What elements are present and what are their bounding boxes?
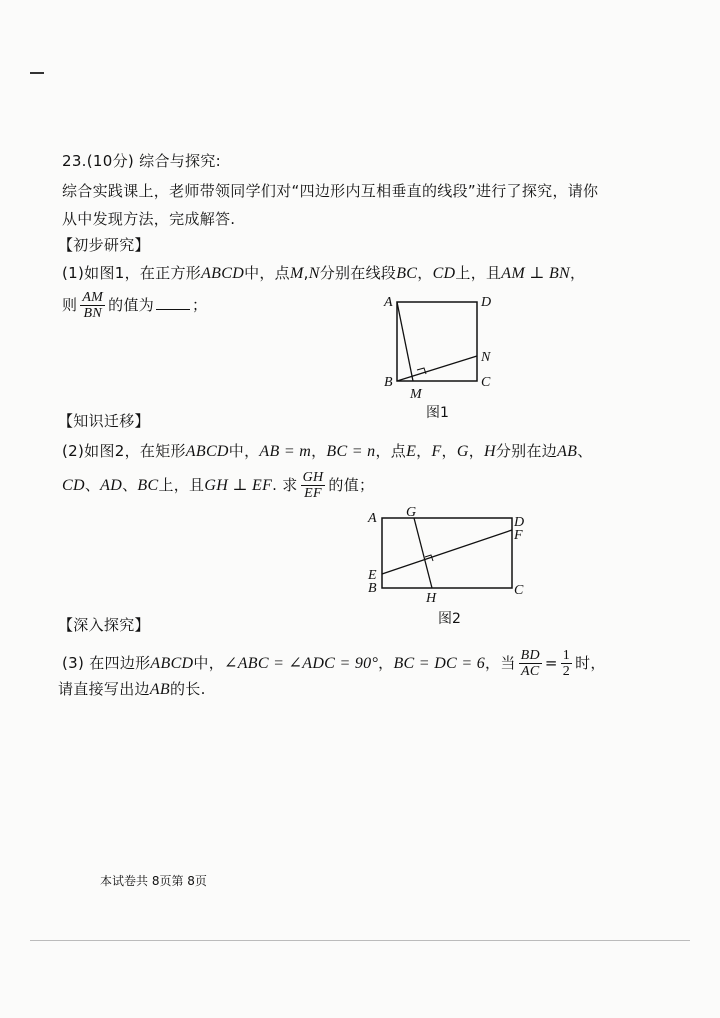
text: (3) 在四边形 (62, 654, 151, 672)
label-h: H (426, 591, 437, 606)
text: (1)如图1，在正方形 (62, 264, 202, 282)
figure-2-rectangle (362, 504, 542, 609)
text: ， (468, 442, 485, 460)
math: ABCD (201, 265, 245, 282)
label-g: G (406, 505, 417, 520)
math: ∠ABC = ∠ADC = 90° (224, 655, 379, 672)
label-n: N (481, 350, 491, 365)
fraction-numerator: GH (302, 470, 324, 485)
question-topic: 综合与探究: (139, 152, 221, 170)
label-m: M (410, 387, 422, 402)
figure-1-caption: 图1 (426, 405, 449, 421)
text: ，点 (375, 442, 407, 460)
math: F (431, 443, 442, 460)
label-b: B (368, 581, 377, 596)
math: BC = n (326, 443, 376, 460)
math: BC (396, 265, 418, 282)
fraction-denominator: AC (521, 664, 540, 679)
label-c: C (514, 583, 524, 598)
label-e: E (368, 568, 377, 583)
part2-line-1 (62, 440, 593, 461)
text: ； (192, 296, 208, 314)
math: M (289, 265, 304, 282)
part3-line-2 (58, 678, 206, 699)
math: AB (149, 681, 170, 698)
part1-line-2 (62, 290, 207, 321)
text: ， (378, 654, 394, 672)
text: 上，且 (455, 264, 502, 282)
text: , (303, 264, 309, 282)
fraction-denominator: 2 (562, 664, 571, 679)
section1-heading: 【初步研究】 (58, 236, 150, 254)
section3-heading: 【深入探究】 (58, 616, 150, 634)
segment-gh (414, 518, 432, 588)
part1-line-1 (62, 262, 585, 283)
text: ， (311, 442, 327, 460)
math: AB = m (259, 443, 312, 460)
question-header (62, 150, 221, 171)
question-number: 23. (62, 152, 87, 170)
text: (2)如图2，在矩形 (62, 442, 186, 460)
equals-sign: = (544, 654, 558, 672)
math: GH ⊥ EF (204, 477, 273, 494)
label-a: A (368, 511, 377, 526)
figure-1-square (370, 290, 510, 405)
math: BC (137, 477, 159, 494)
part2-line-2 (62, 470, 374, 501)
math: ABCD (150, 655, 194, 672)
label-d: D (481, 295, 492, 310)
math: E (406, 443, 417, 460)
label-b: B (384, 375, 393, 390)
page-bottom-rule (30, 940, 690, 941)
math: CD (62, 477, 85, 494)
math: G (456, 443, 469, 460)
text: ， (441, 442, 457, 460)
fraction-bd-ac (519, 648, 542, 679)
math: AM ⊥ BN (501, 265, 570, 282)
label-a: A (384, 295, 393, 310)
text: 中， (193, 654, 225, 672)
text: 请直接写出边 (58, 680, 150, 698)
math: H (484, 443, 496, 460)
fraction-one-half (561, 648, 572, 679)
text: ， (416, 442, 432, 460)
fraction-numerator: AM (82, 290, 104, 305)
figure-2-caption: 图2 (438, 611, 461, 627)
math: BC = DC = 6 (393, 655, 486, 672)
math: AB (557, 443, 578, 460)
math: CD (432, 265, 456, 282)
text: 、 (577, 442, 593, 460)
segment-ef (382, 530, 512, 574)
text: . 求 (272, 476, 298, 494)
math: N (308, 265, 320, 282)
fraction-am-bn (80, 290, 105, 321)
text: 、 (84, 476, 101, 494)
rectangle-abcd (382, 518, 512, 588)
fraction-denominator: EF (304, 486, 322, 501)
text: 的值为 (108, 296, 155, 314)
text: 分别在边 (495, 442, 558, 460)
label-f: F (514, 528, 523, 543)
fraction-numerator: BD (520, 648, 540, 663)
part3-line-1 (62, 648, 606, 679)
scan-edge-mark (30, 72, 44, 74)
math: AD (100, 477, 123, 494)
fraction-numerator: 1 (562, 648, 571, 663)
text: 中， (228, 442, 260, 460)
fraction-gh-ef (301, 470, 326, 501)
text: ， (417, 264, 433, 282)
question-score: (10分) (86, 152, 135, 170)
label-d: D (514, 515, 525, 530)
answer-blank[interactable] (156, 295, 190, 310)
text: 、 (122, 476, 138, 494)
text: 时， (575, 654, 606, 672)
text: ， (570, 264, 586, 282)
section2-heading: 【知识迁移】 (58, 412, 150, 430)
text: 上，且 (158, 476, 205, 494)
text: 中，点 (244, 264, 290, 282)
intro-line-1: 综合实践课上，老师带领同学们对“四边形内互相垂直的线段”进行了探究，请你 (62, 182, 599, 200)
fraction-denominator: BN (83, 306, 102, 321)
text: 的长. (169, 680, 206, 698)
text: ，当 (485, 654, 516, 672)
intro-line-2: 从中发现方法，完成解答. (62, 210, 236, 228)
label-c: C (481, 375, 491, 390)
segment-am (397, 302, 413, 381)
math: ABCD (185, 443, 229, 460)
page-footer: 本试卷共 8页第 8页 (100, 874, 207, 888)
text: 的值； (328, 476, 375, 494)
text: 分别在线段 (319, 264, 397, 282)
text: 则 (62, 296, 78, 314)
